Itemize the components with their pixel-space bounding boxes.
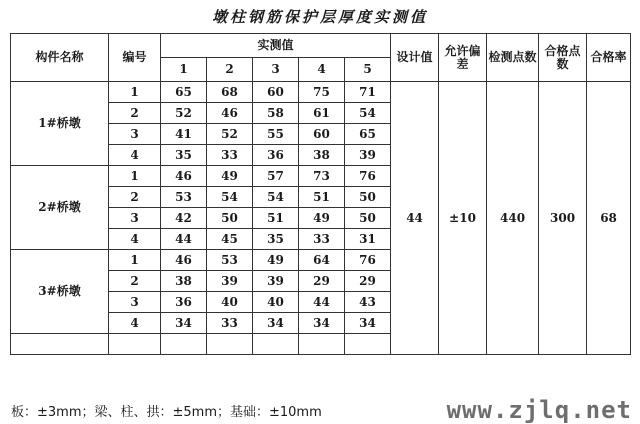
value-cell: 29 xyxy=(299,271,345,292)
value-cell: 46 xyxy=(161,166,207,187)
row-number-cell: 1 xyxy=(109,166,161,187)
row-number-cell: 3 xyxy=(109,124,161,145)
value-cell: 33 xyxy=(207,313,253,334)
value-cell: 45 xyxy=(207,229,253,250)
value-cell: 60 xyxy=(253,82,299,103)
value-cell: 68 xyxy=(207,82,253,103)
header-pass-points: 合格点数 xyxy=(539,34,587,82)
value-cell: 40 xyxy=(253,292,299,313)
empty-cell xyxy=(345,334,391,355)
value-cell: 41 xyxy=(161,124,207,145)
value-cell: 36 xyxy=(161,292,207,313)
value-cell: 76 xyxy=(345,250,391,271)
value-cell: 38 xyxy=(161,271,207,292)
value-cell: 38 xyxy=(299,145,345,166)
value-cell: 75 xyxy=(299,82,345,103)
empty-cell xyxy=(207,334,253,355)
member-name-cell: 2#桥墩 xyxy=(11,166,109,250)
value-cell: 34 xyxy=(253,313,299,334)
header-member-name: 构件名称 xyxy=(11,34,109,82)
value-cell: 54 xyxy=(253,187,299,208)
value-cell: 51 xyxy=(253,208,299,229)
header-test-points: 检测点数 xyxy=(487,34,539,82)
value-cell: 29 xyxy=(345,271,391,292)
value-cell: 34 xyxy=(161,313,207,334)
row-number-cell: 3 xyxy=(109,292,161,313)
value-cell: 33 xyxy=(299,229,345,250)
empty-cell xyxy=(161,334,207,355)
value-cell: 39 xyxy=(253,271,299,292)
value-cell: 34 xyxy=(299,313,345,334)
value-cell: 60 xyxy=(299,124,345,145)
value-cell: 53 xyxy=(161,187,207,208)
value-cell: 43 xyxy=(345,292,391,313)
value-cell: 44 xyxy=(161,229,207,250)
value-cell: 65 xyxy=(345,124,391,145)
value-cell: 52 xyxy=(207,124,253,145)
row-number-cell: 4 xyxy=(109,313,161,334)
value-cell: 50 xyxy=(207,208,253,229)
header-measured: 实测值 xyxy=(161,34,391,58)
value-cell: 39 xyxy=(207,271,253,292)
value-cell: 49 xyxy=(207,166,253,187)
row-number-cell: 1 xyxy=(109,82,161,103)
pass-points-cell: 300 xyxy=(539,82,587,355)
value-cell: 57 xyxy=(253,166,299,187)
value-cell: 42 xyxy=(161,208,207,229)
value-cell: 71 xyxy=(345,82,391,103)
value-cell: 50 xyxy=(345,187,391,208)
row-number-cell: 1 xyxy=(109,250,161,271)
row-number-cell: 4 xyxy=(109,229,161,250)
table-title: 墩柱钢筋保护层厚度实测值 xyxy=(211,8,428,26)
header-number: 编号 xyxy=(109,34,161,82)
row-number-cell: 2 xyxy=(109,187,161,208)
value-cell: 53 xyxy=(207,250,253,271)
measurement-table xyxy=(10,33,631,355)
value-cell: 31 xyxy=(345,229,391,250)
header-pass-rate: 合格率 xyxy=(587,34,631,82)
value-cell: 39 xyxy=(345,145,391,166)
empty-cell xyxy=(299,334,345,355)
header-measured-col: 4 xyxy=(299,58,345,82)
header-design-value: 设计值 xyxy=(391,34,439,82)
row-number-cell: 3 xyxy=(109,208,161,229)
empty-cell xyxy=(253,334,299,355)
value-cell: 35 xyxy=(161,145,207,166)
value-cell: 36 xyxy=(253,145,299,166)
value-cell: 33 xyxy=(207,145,253,166)
value-cell: 61 xyxy=(299,103,345,124)
value-cell: 54 xyxy=(207,187,253,208)
pass-rate-cell: 68 xyxy=(587,82,631,355)
value-cell: 34 xyxy=(345,313,391,334)
value-cell: 49 xyxy=(299,208,345,229)
value-cell: 58 xyxy=(253,103,299,124)
value-cell: 35 xyxy=(253,229,299,250)
value-cell: 54 xyxy=(345,103,391,124)
header-measured-col: 1 xyxy=(161,58,207,82)
header-measured-col: 3 xyxy=(253,58,299,82)
value-cell: 46 xyxy=(161,250,207,271)
member-name-cell: 3#桥墩 xyxy=(11,250,109,334)
value-cell: 76 xyxy=(345,166,391,187)
table-row xyxy=(11,82,631,103)
row-number-cell: 4 xyxy=(109,145,161,166)
row-number-cell: 2 xyxy=(109,271,161,292)
value-cell: 65 xyxy=(161,82,207,103)
value-cell: 44 xyxy=(299,292,345,313)
design-value-cell: 44 xyxy=(391,82,439,355)
value-cell: 64 xyxy=(299,250,345,271)
value-cell: 73 xyxy=(299,166,345,187)
empty-cell xyxy=(109,334,161,355)
header-measured-col: 2 xyxy=(207,58,253,82)
site-watermark: www.zjlq.net xyxy=(446,396,632,424)
value-cell: 55 xyxy=(253,124,299,145)
header-allowed-deviation: 允许偏差 xyxy=(439,34,487,82)
value-cell: 46 xyxy=(207,103,253,124)
allowed-deviation-cell: ±10 xyxy=(439,82,487,355)
value-cell: 51 xyxy=(299,187,345,208)
empty-cell xyxy=(11,334,109,355)
row-number-cell: 2 xyxy=(109,103,161,124)
member-name-cell: 1#桥墩 xyxy=(11,82,109,166)
header-measured-col: 5 xyxy=(345,58,391,82)
value-cell: 49 xyxy=(253,250,299,271)
value-cell: 50 xyxy=(345,208,391,229)
value-cell: 52 xyxy=(161,103,207,124)
tolerance-note: 板：±3mm；梁、柱、拱：±5mm；基础：±10mm xyxy=(11,405,322,420)
value-cell: 40 xyxy=(207,292,253,313)
test-points-cell: 440 xyxy=(487,82,539,355)
